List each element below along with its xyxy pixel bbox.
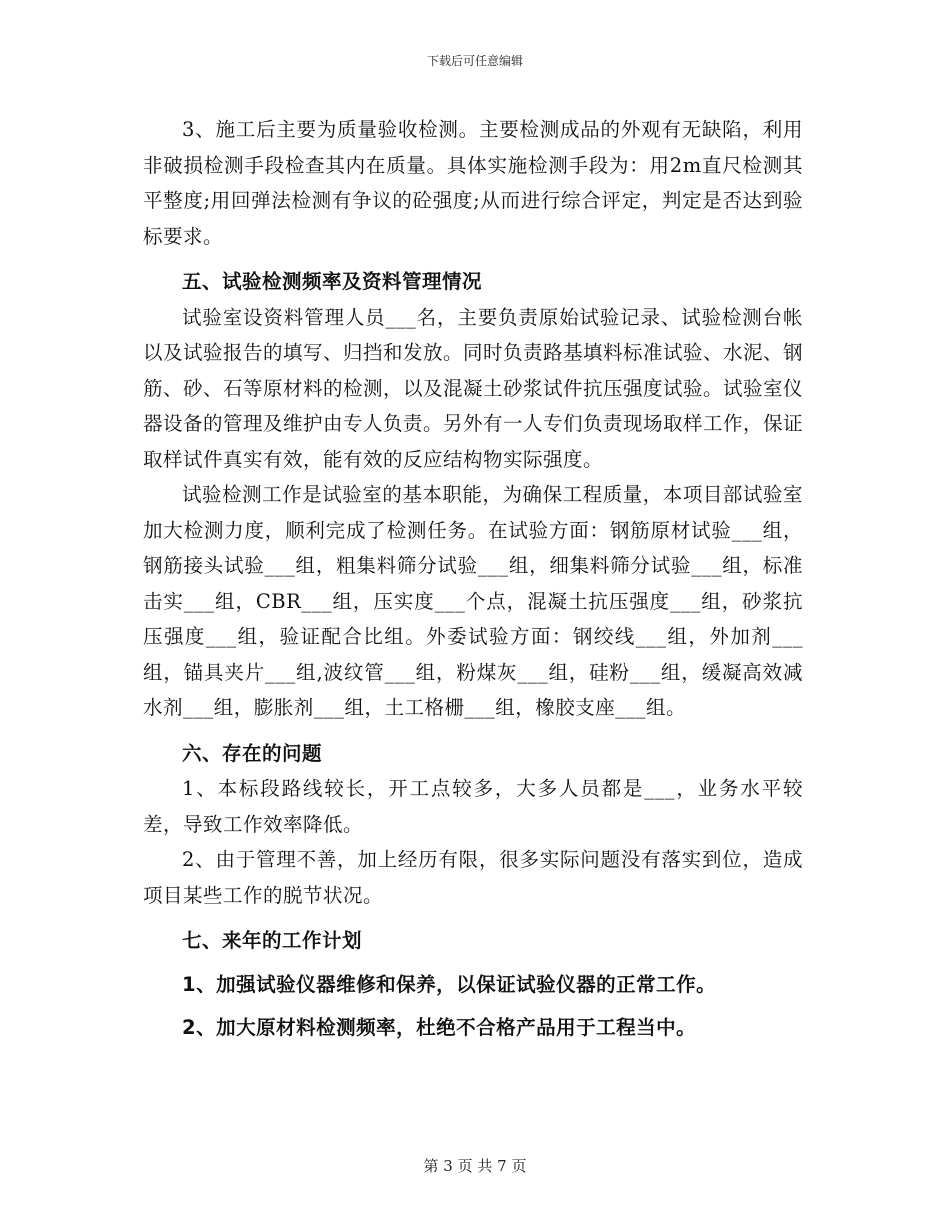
paragraph-5b: 试验检测工作是试验室的基本职能，为确保工程质量，本项目部试验室加大检测力度，顺利完成了检测任务。在试验方面：钢筋原材试验___组，钢筋接头试验___组，粗集料筛分试验___组，细集料筛分试验___组，标准击实___组，CBR___组，压实度___个点，混凝土抗压强度___组，砂浆抗压强度___组，验证配合比组。外委试验方面：钢绞线___组，外加剂___组，锚具夹片___组,波纹管___组，粉煤灰___组，硅粉___组，缓凝高效减水剂___组，膨胀剂___组，土工格栅___组，橡胶支座___组。 (143, 483, 803, 719)
document-body (143, 112, 803, 1046)
paragraph-5a: 试验室设资料管理人员___名，主要负责原始试验记录、试验检测台帐以及试验报告的填写、归挡和发放。同时负责路基填料标准试验、水泥、钢筋、砂、石等原材料的检测，以及混凝土砂浆试件抗压强度试验。试验室仪器设备的管理及维护由专人负责。另外有一人专们负责现场取样工作，保证取样试件真实有效，能有效的反应结构物实际强度。 (143, 305, 804, 471)
page-number: 第 3 页 共 7 页 (423, 1157, 527, 1175)
paragraph-item-3: 3、施工后主要为质量验收检测。主要检测成品的外观有无缺陷，利用非破损检测手段检查其内在质量。具体实施检测手段为：用2m直尺检测其平整度;用回弹法检测有争议的砼强度;从而进行综合评定，判定是否达到验标要求。 (143, 118, 803, 248)
plan-item-1: 1、加强试验仪器维修和保养，以保证试验仪器的正常工作。 (182, 972, 717, 996)
section-heading-7: 七、来年的工作计划 (182, 929, 363, 952)
plan-item-2: 2、加大原材料检测频率，杜绝不合格产品用于工程当中。 (182, 1016, 697, 1039)
page-header-note: 下载后可任意编辑 (426, 54, 523, 68)
section-heading-5: 五、试验检测频率及资料管理情况 (182, 270, 483, 293)
paragraph-6b: 2、由于管理不善，加上经历有限，很多实际问题没有落实到位，造成项目某些工作的脱节状况。 (143, 848, 803, 907)
section-heading-6: 六、存在的问题 (182, 741, 323, 765)
paragraph-6a: 1、本标段路线较长，开工点较多，大多人员都是___，业务水平较差，导致工作效率降低。 (143, 777, 803, 836)
